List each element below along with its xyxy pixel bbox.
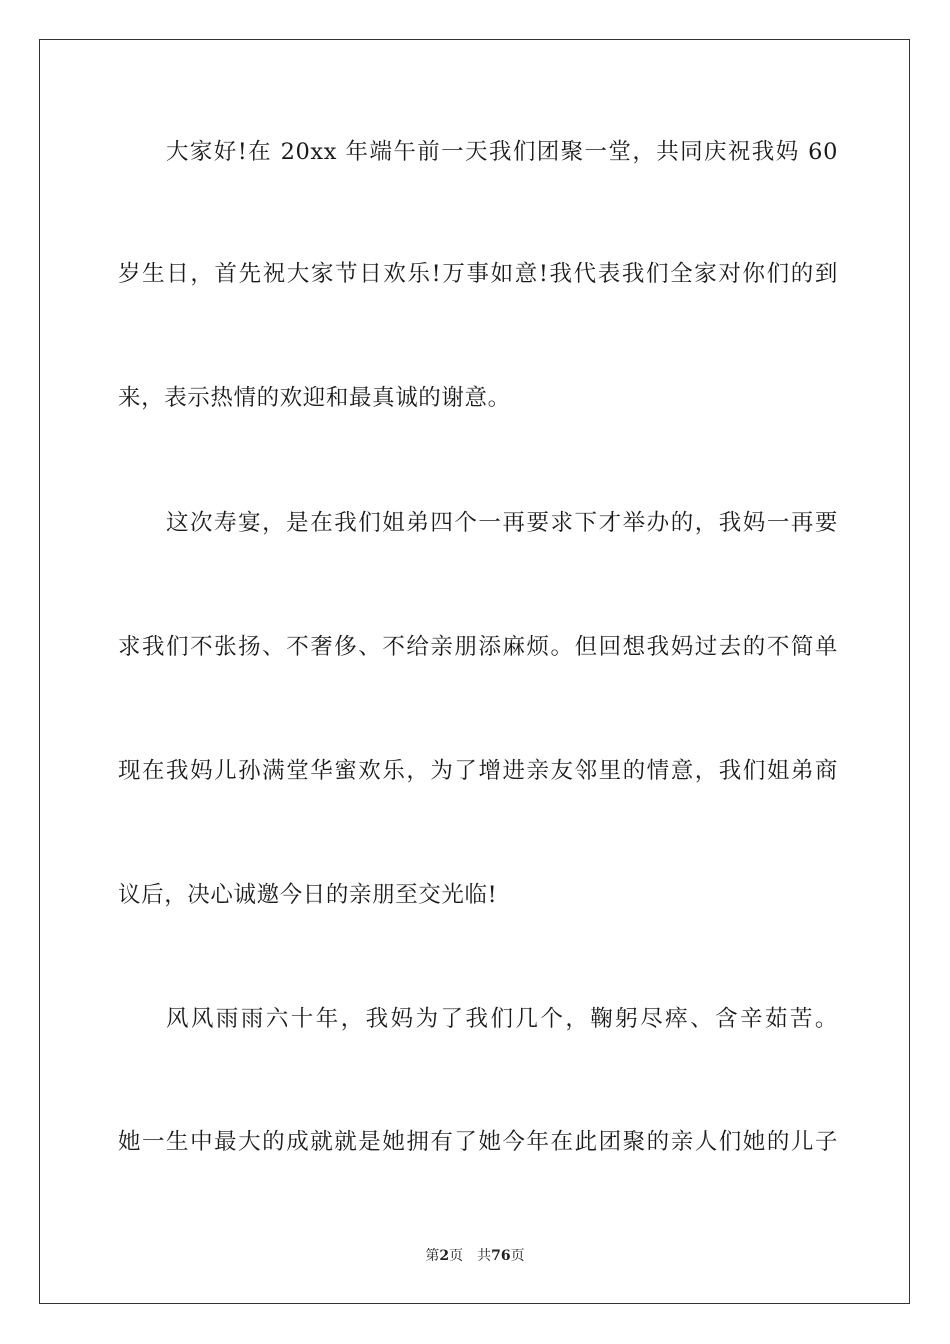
page-label-unit: 页 <box>449 1248 464 1264</box>
total-label-prefix: 共 <box>477 1248 492 1264</box>
paragraph-2-line-2: 求我们不张扬、不奢侈、不给亲朋添麻烦。但回想我妈过去的不简单 <box>118 634 838 660</box>
paragraph-3-line-1: 风风雨雨六十年，我妈为了我们几个，鞠躬尽瘁、含辛茹苦。 <box>166 1006 838 1032</box>
paragraph-1-line-2: 岁生日，首先祝大家节日欢乐!万事如意!我代表我们全家对你们的到 <box>118 261 838 287</box>
page-border <box>39 39 910 1304</box>
page-number: 2 <box>439 1248 450 1264</box>
paragraph-1-line-1: 大家好!在 20xx 年端午前一天我们团聚一堂，共同庆祝我妈 60 <box>166 139 838 165</box>
total-label-unit: 页 <box>510 1248 525 1264</box>
paragraph-1-line-3: 来，表示热情的欢迎和最真诚的谢意。 <box>118 385 511 411</box>
paragraph-2-line-1: 这次寿宴，是在我们姐弟四个一再要求下才举办的，我妈一再要 <box>166 510 838 536</box>
paragraph-2-line-3: 现在我妈儿孙满堂华蜜欢乐，为了增进亲友邻里的情意，我们姐弟商 <box>118 758 838 784</box>
page-footer <box>0 1247 950 1265</box>
paragraph-3-line-2: 她一生中最大的成就就是她拥有了她今年在此团聚的亲人们她的儿子 <box>118 1129 838 1155</box>
total-pages: 76 <box>491 1248 511 1264</box>
page-label-prefix: 第 <box>425 1248 440 1264</box>
paragraph-2-line-4: 议后，决心诚邀今日的亲朋至交光临! <box>118 882 498 908</box>
